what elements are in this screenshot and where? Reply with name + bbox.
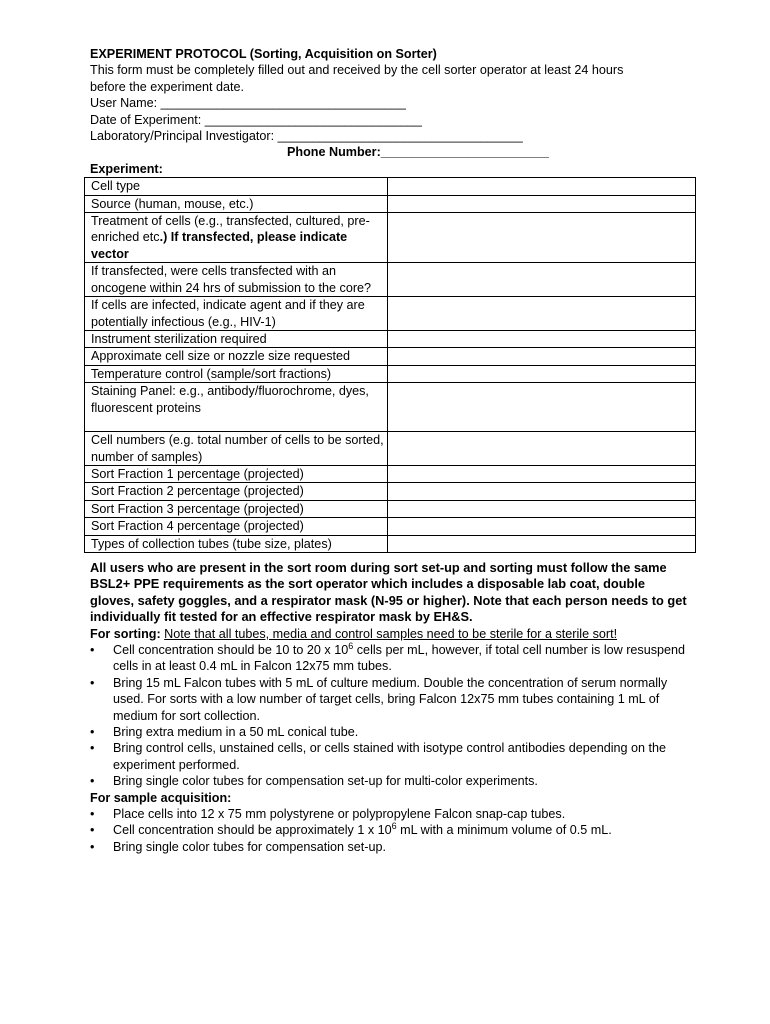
row-label: Temperature control (sample/sort fractions) [85, 365, 388, 382]
list-item [90, 773, 688, 789]
ppe-notice: All users who are present in the sort room during sort set-up and sorting must follow the same BSL2+ PPE requirements as the sort operator which includes a disposable lab coat, double gloves, safety goggles, and a respirator mask (N-95 or higher). Note that each person needs to get individually fit tested for an effective respirator mask by EH&S. [90, 559, 687, 625]
row-input[interactable] [388, 432, 696, 466]
bullet-icon: • [90, 643, 95, 657]
superscript: 6 [391, 821, 397, 832]
row-input[interactable] [388, 330, 696, 347]
bullet-icon: • [90, 725, 95, 740]
row-input[interactable] [388, 500, 696, 517]
row-input[interactable] [388, 535, 696, 552]
row-input[interactable] [388, 483, 696, 500]
row-label: Staining Panel: e.g., antibody/fluorochrome, dyes, fluorescent proteins [85, 383, 388, 432]
row-label: Cell type [85, 178, 388, 195]
row-input[interactable] [388, 365, 696, 382]
row-input[interactable] [388, 213, 696, 263]
table-row [85, 213, 696, 263]
list-item-text: Place cells into 12 x 75 mm polystyrene or polypropylene Falcon snap-cap tubes. [113, 807, 566, 822]
list-item-text: Bring 15 mL Falcon tubes with 5 mL of culture medium. Double the concentration of serum normally used. For sorts with a low number of target cells, bring Falcon 12x75 mm tubes containing 1 mL of medium for sort collection. [113, 675, 668, 723]
experiment-label: Experiment: [90, 161, 163, 176]
bullet-icon: • [90, 839, 95, 854]
table-row [85, 535, 696, 552]
list-item-text: Bring single color tubes for compensation set-up. [113, 839, 387, 854]
row-input[interactable] [388, 178, 696, 195]
row-label: Instrument sterilization required [85, 330, 388, 347]
row-input[interactable] [388, 518, 696, 535]
list-item [90, 822, 688, 838]
experiment-table [84, 177, 696, 553]
list-item [90, 675, 688, 724]
table-row [85, 178, 696, 195]
bullet-icon: • [90, 807, 95, 822]
user-name-field[interactable]: User Name: ___________________________________ [90, 96, 406, 111]
table-row [85, 297, 696, 331]
bullet-icon: • [90, 774, 95, 789]
list-item-text: cells per mL, however, if total cell number is low resuspend cells in at least 0.4 mL in Falcon 12x75 mm tubes. [113, 643, 686, 674]
sorting-list [90, 642, 688, 790]
row-label: If transfected, were cells transfected with an oncogene within 24 hrs of submission to the core? [85, 263, 388, 297]
table-row [85, 432, 696, 466]
sorting-heading [90, 626, 688, 642]
row-label: If cells are infected, indicate agent and if they are potentially infectious (e.g., HIV-1) [85, 297, 388, 331]
table-row [85, 465, 696, 482]
row-input[interactable] [388, 348, 696, 365]
list-item-text: Bring single color tubes for compensation set-up for multi-color experiments. [113, 774, 538, 789]
row-label: Approximate cell size or nozzle size requested [85, 348, 388, 365]
row-label: Cell numbers (e.g. total number of cells to be sorted, number of samples) [85, 432, 388, 466]
list-item [90, 740, 688, 773]
row-input[interactable] [388, 195, 696, 212]
acquisition-list [90, 806, 688, 855]
sorting-label: For sorting: [90, 626, 161, 641]
list-item-text: Bring control cells, unstained cells, or cells stained with isotype control antibodies depending on the experiment performed. [113, 741, 667, 772]
row-input[interactable] [388, 263, 696, 297]
row-label: Sort Fraction 2 percentage (projected) [85, 483, 388, 500]
table-row [85, 330, 696, 347]
list-item-text: Bring extra medium in a 50 mL conical tube. [113, 725, 359, 740]
list-item [90, 724, 688, 740]
table-row [85, 383, 696, 432]
row-label-text: Treatment of cells (e.g., transfected, cultured, pre-enriched etc [91, 214, 370, 245]
experiment-date-field[interactable]: Date of Experiment: _______________________________ [90, 112, 422, 127]
list-item-text: mL with a minimum volume of 0.5 mL. [396, 823, 612, 838]
protocol-form [90, 46, 688, 855]
row-label-bold: .) If transfected, please indicate vector [91, 230, 348, 261]
row-label: Sort Fraction 4 percentage (projected) [85, 518, 388, 535]
row-input[interactable] [388, 383, 696, 432]
list-item-text: Cell concentration should be 10 to 20 x 10 [113, 643, 349, 657]
bullet-icon: • [90, 675, 95, 690]
list-item-text: Cell concentration should be approximately 1 x 10 [113, 823, 392, 838]
table-row [85, 365, 696, 382]
bullet-icon: • [90, 741, 95, 756]
row-input[interactable] [388, 297, 696, 331]
row-label: Types of collection tubes (tube size, plates) [85, 535, 388, 552]
intro-line-2: before the experiment date. [90, 79, 245, 94]
row-label: Sort Fraction 1 percentage (projected) [85, 465, 388, 482]
form-title: EXPERIMENT PROTOCOL (Sorting, Acquisition on Sorter) [90, 47, 437, 61]
row-label: Source (human, mouse, etc.) [85, 195, 388, 212]
phone-number-field[interactable]: Phone Number:________________________ [287, 145, 549, 160]
table-row [85, 263, 696, 297]
table-row [85, 195, 696, 212]
row-label [85, 213, 388, 263]
table-row [85, 518, 696, 535]
sterile-note: Note that all tubes, media and control samples need to be sterile for a sterile sort! [164, 626, 618, 641]
row-input[interactable] [388, 465, 696, 482]
table-row [85, 483, 696, 500]
superscript: 6 [348, 640, 354, 651]
row-label: Sort Fraction 3 percentage (projected) [85, 500, 388, 517]
intro-line-1: This form must be completely filled out and received by the cell sorter operator at least 24 hours [90, 63, 624, 78]
list-item [90, 642, 688, 675]
list-item [90, 806, 688, 822]
acquisition-heading: For sample acquisition: [90, 790, 232, 805]
table-row [85, 500, 696, 517]
lab-pi-field[interactable]: Laboratory/Principal Investigator: ___________________________________ [90, 129, 523, 144]
list-item [90, 839, 688, 855]
bullet-icon: • [90, 823, 95, 838]
table-row [85, 348, 696, 365]
